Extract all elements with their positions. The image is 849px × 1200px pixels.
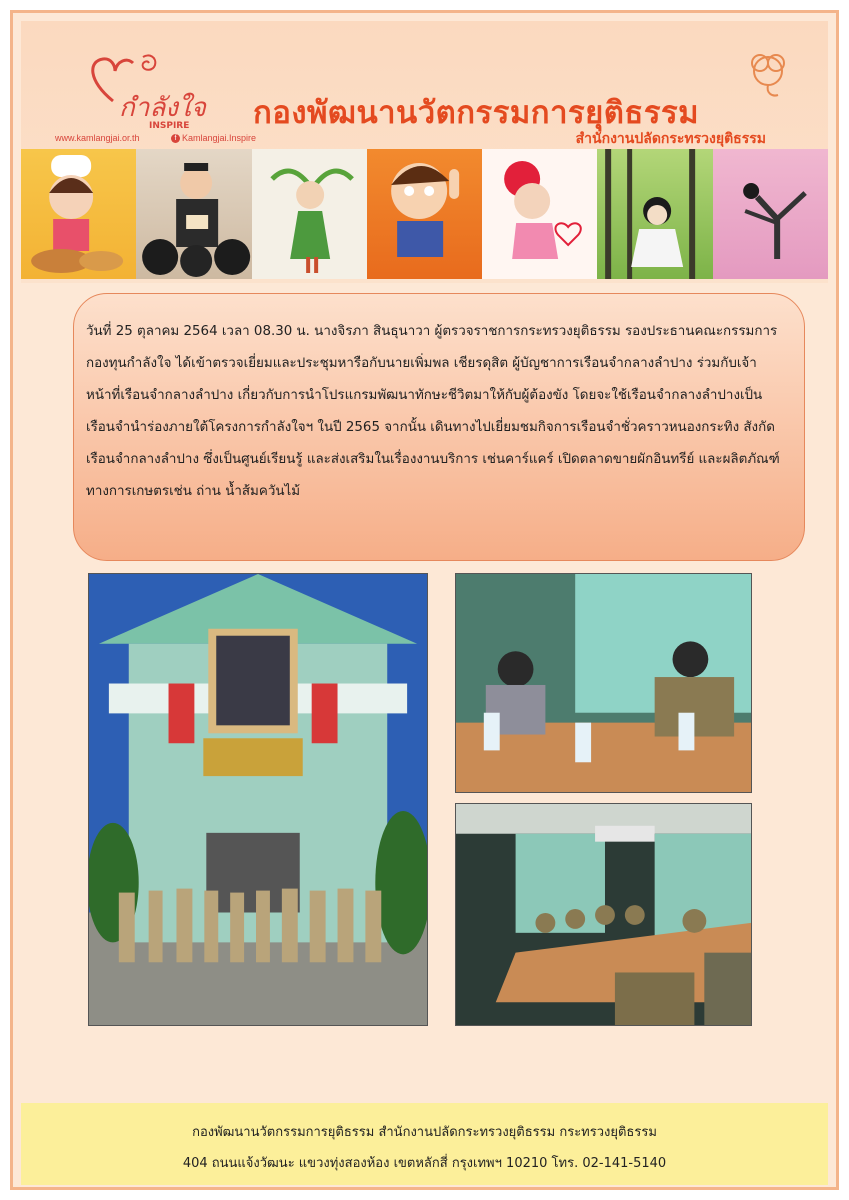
logo-wordmark: กำลังใจ <box>119 93 206 123</box>
photo-group-building <box>88 573 428 1026</box>
illustration-yoga <box>713 149 828 279</box>
facebook-link[interactable] <box>171 133 256 143</box>
footer-organization: กองพัฒนานวัตกรรมการยุติธรรม สำนักงานปลัดกระทรวงยุติธรรม กระทรวงยุติธรรม <box>192 1125 657 1140</box>
illustration-flower-girl <box>482 149 597 279</box>
illustration-strip <box>21 149 828 279</box>
logo-tagline: INSPIRE <box>149 121 190 131</box>
illustration-meditation <box>597 149 712 279</box>
footer-address: 404 ถนนแจ้งวัฒนะ แขวงทุ่งสองห้อง เขตหลักสี่ กรุงเทพฯ 10210 โทร. 02-141-5140 <box>182 1156 667 1171</box>
flower-doodle-icon <box>738 43 798 103</box>
photo-meeting-close <box>455 573 752 793</box>
news-paragraph: วันที่ 25 ตุลาคม 2564 เวลา 08.30 น. นางจิรภา สินธุนาวา ผู้ตรวจราชการกระทรวงยุติธรรม รองประธานคณะกรรมการกองทุนกำลังใจ ได้เข้าตรวจเยี่ยมและประชุมหารือกับนายเพิ่มพล เชียรดุสิต ผู้บัญชาการเรือนจำกลางลำปาง ร่วมกับเจ้าหน้าที่เรือนจำกลางลำปาง เกี่ยวกับการนำโปรแกรมพัฒนาทักษะชีวิตมาให้กับผู้ต้องขัง โดยจะใช้เรือนจำกลางลำปางเป็นเรือนจำนำร่องภายใต้โครงการกำลังใจฯ ในปี 2565 จากนั้น เดินทางไปเยี่ยมชมกิจการเรือนจำชั่วคราวหนองกระทิง สังกัดเรือนจำกลางลำปาง ซึ่งเป็นศูนย์เรียนรู้ และส่งเสริมในเรื่องงานบริการ เช่นคาร์แคร์ เปิดตลาดขายผักอินทรีย์ และผลิตภัณฑ์ทางการเกษตรเช่น ถ่าน น้ำส้มควันไม้ <box>86 324 780 499</box>
website-link[interactable]: www.kamlangjai.or.th <box>55 133 140 143</box>
facebook-icon: f <box>171 134 180 143</box>
illustration-fairy <box>252 149 367 279</box>
footer <box>21 1103 828 1185</box>
page-subtitle: สำนักงานปลัดกระทรวงยุติธรรม <box>575 131 766 147</box>
facebook-handle: Kamlangjai.Inspire <box>182 133 257 143</box>
news-text-box <box>73 293 805 561</box>
page <box>10 10 839 1190</box>
header-banner <box>21 21 828 283</box>
illustration-boy <box>367 149 482 279</box>
illustration-reader <box>136 149 251 279</box>
photo-meeting-room <box>455 803 752 1026</box>
page-title: กองพัฒนานวัตกรรมการยุติธรรม <box>253 95 700 131</box>
illustration-chef <box>21 149 136 279</box>
